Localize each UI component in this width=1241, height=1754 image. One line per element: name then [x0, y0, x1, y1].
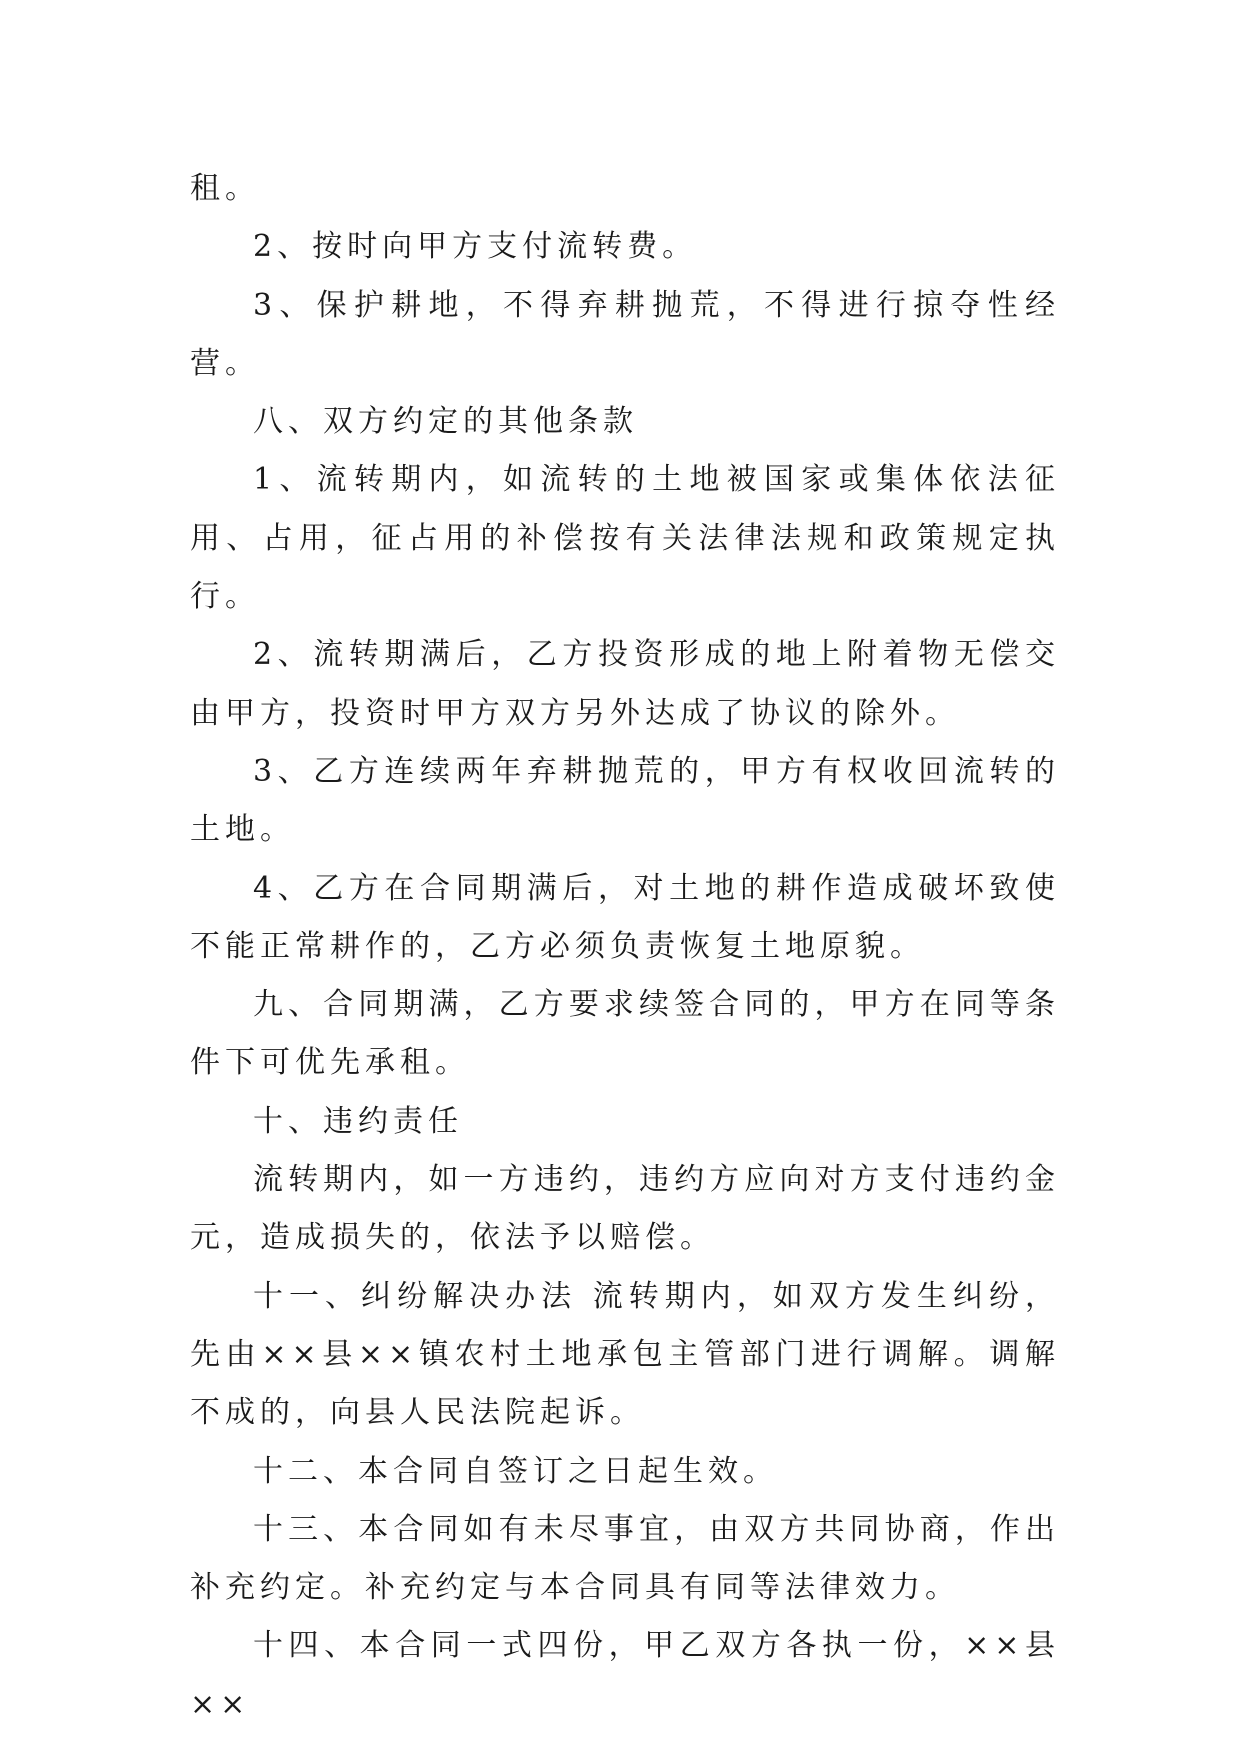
paragraph-clause-8-1: 1、流转期内，如流转的土地被国家或集体依法征用、占用，征占用的补偿按有关法律法规和政策规定执行。: [190, 462, 1060, 615]
paragraph-section-13: 十三、本合同如有未尽事宜，由双方共同协商，作出补充约定。补充约定与本合同具有同等法律效力。: [190, 1511, 1060, 1606]
paragraph-section-14: 十四、本合同一式四份，甲乙双方各执一份，××县××: [190, 1628, 1060, 1722]
heading-section-10: 十、违约责任: [253, 1103, 463, 1139]
contract-body: [190, 160, 1060, 1734]
paragraph-clause-7-2: 2、按时向甲方支付流转费。: [253, 229, 698, 265]
paragraph-breach-liability: 流转期内，如一方违约，违约方应向对方支付违约金元，造成损失的，依法予以赔偿。: [190, 1162, 1060, 1256]
paragraph-clause-8-2: 2、流转期满后，乙方投资形成的地上附着物无偿交由甲方，投资时甲方双方另外达成了协议的除外。: [190, 637, 1060, 731]
paragraph-clause-8-3: 3、乙方连续两年弃耕抛荒的，甲方有权收回流转的土地。: [190, 753, 1060, 848]
heading-section-8: 八、双方约定的其他条款: [253, 404, 638, 440]
paragraph-section-12: 十二、本合同自签订之日起生效。: [253, 1453, 778, 1489]
paragraph-clause-7-3: 3、保护耕地，不得弃耕抛荒，不得进行掠夺性经营。: [190, 287, 1060, 381]
paragraph-continuation: 租。: [190, 171, 260, 206]
paragraph-clause-8-4: 4、乙方在合同期满后，对土地的耕作造成破坏致使不能正常耕作的，乙方必须负责恢复土地原貌。: [190, 870, 1060, 964]
paragraph-section-11: 十一、纠纷解决办法 流转期内，如双方发生纠纷，先由××县××镇农村土地承包主管部门进行调解。调解不成的，向县人民法院起诉。: [190, 1278, 1060, 1431]
paragraph-section-9: 九、合同期满，乙方要求续签合同的，甲方在同等条件下可优先承租。: [190, 987, 1060, 1081]
